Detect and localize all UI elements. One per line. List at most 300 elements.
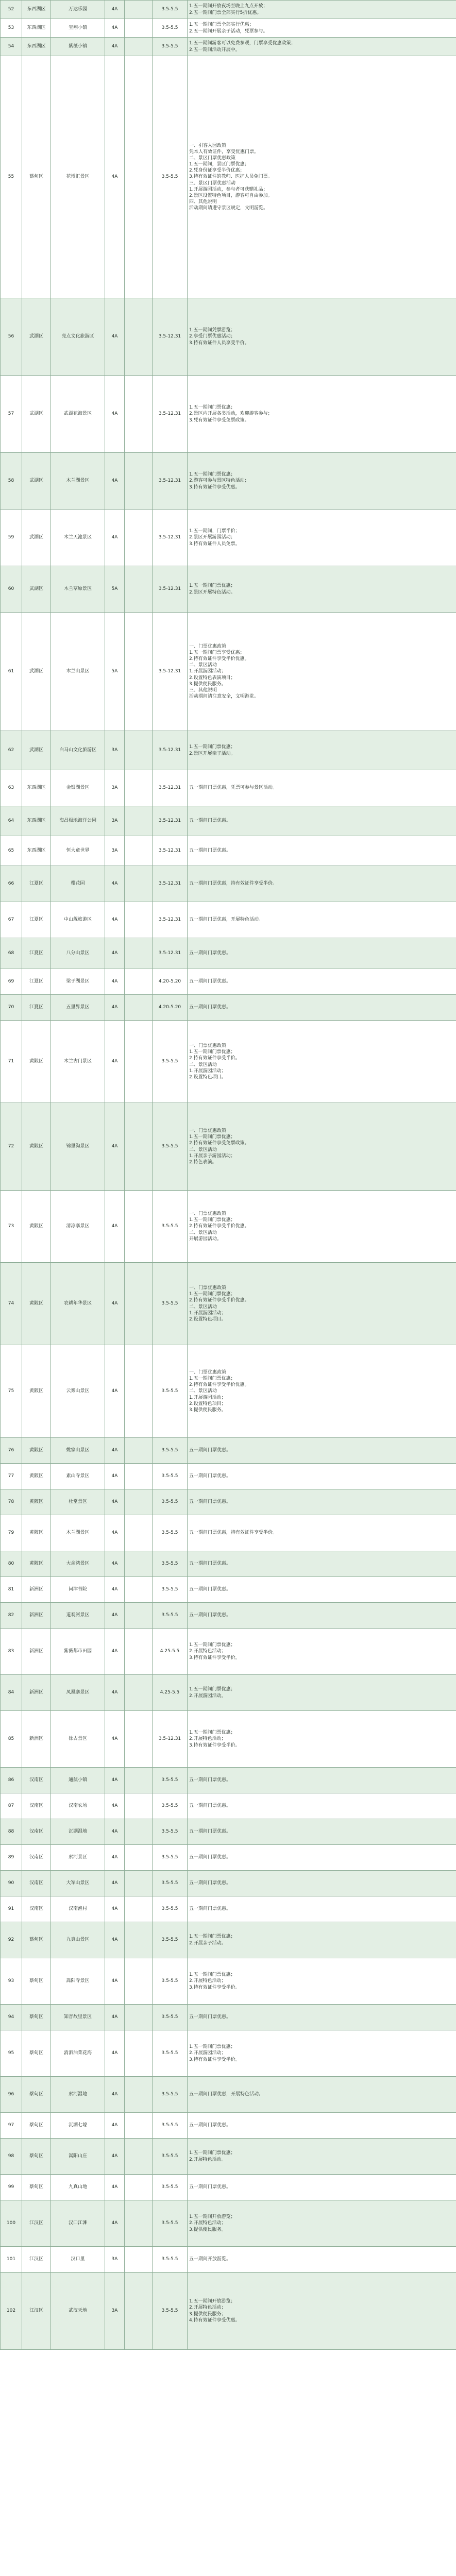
date-range-cell: 3.5-5.5 bbox=[153, 1819, 188, 1845]
row-number: 70 bbox=[1, 995, 22, 1021]
table-row bbox=[1, 1922, 456, 1958]
district-cell: 黄陂区 bbox=[22, 1464, 51, 1489]
row-number: 67 bbox=[1, 902, 22, 938]
district-cell: 江夏区 bbox=[22, 902, 51, 938]
table-row bbox=[1, 1263, 456, 1345]
district-cell: 江夏区 bbox=[22, 938, 51, 969]
row-number: 57 bbox=[1, 376, 22, 453]
level-cell: 4A bbox=[105, 376, 125, 453]
table-row bbox=[1, 1464, 456, 1489]
type-cell bbox=[125, 2247, 153, 2273]
table-row bbox=[1, 2175, 456, 2200]
policy-detail-cell: 五一期间门票优惠。 bbox=[188, 1819, 456, 1845]
row-number: 76 bbox=[1, 1438, 22, 1464]
district-cell: 蔡甸区 bbox=[22, 2005, 51, 2030]
scenic-name-cell: 大军山景区 bbox=[51, 1871, 105, 1896]
table-row bbox=[1, 770, 456, 806]
date-range-cell: 4.25-5.5 bbox=[153, 1629, 188, 1675]
scenic-name-cell: 樱花园 bbox=[51, 866, 105, 902]
row-number: 94 bbox=[1, 2005, 22, 2030]
table-row bbox=[1, 298, 456, 376]
policy-detail-cell: 五一期间门票优惠。 bbox=[188, 806, 456, 836]
district-cell: 汉南区 bbox=[22, 1819, 51, 1845]
scenic-name-cell: 嵩阳山庄 bbox=[51, 2139, 105, 2175]
type-cell bbox=[125, 1711, 153, 1768]
scenic-name-cell: 姚家山景区 bbox=[51, 1438, 105, 1464]
table-row bbox=[1, 1871, 456, 1896]
level-cell: 4A bbox=[105, 2113, 125, 2139]
date-range-cell: 3.5-5.5 bbox=[153, 2273, 188, 2350]
date-range-cell: 3.5-5.5 bbox=[153, 1438, 188, 1464]
table-row bbox=[1, 1103, 456, 1191]
level-cell: 4A bbox=[105, 1871, 125, 1896]
policy-detail-cell: 一、门票优惠政策 1.五一期间门票优惠； 2.持有效证件享受免票政策。 二、景区活动 1.开展亲子游园活动； 2.特色表演。 bbox=[188, 1103, 456, 1191]
scenic-name-cell: 知音故里景区 bbox=[51, 2005, 105, 2030]
type-cell bbox=[125, 1958, 153, 2005]
scenic-name-cell: 索河湿地 bbox=[51, 2077, 105, 2113]
type-cell bbox=[125, 1629, 153, 1675]
district-cell: 汉南区 bbox=[22, 1768, 51, 1793]
type-cell bbox=[125, 1871, 153, 1896]
level-cell: 5A bbox=[105, 613, 125, 731]
district-cell: 武湖区 bbox=[22, 566, 51, 613]
policy-detail-cell: 五一期间门票优惠。 bbox=[188, 1438, 456, 1464]
district-cell: 东西湖区 bbox=[22, 770, 51, 806]
date-range-cell: 3.5-5.5 bbox=[153, 1922, 188, 1958]
scenic-name-cell: 武汉天地 bbox=[51, 2273, 105, 2350]
date-range-cell: 4.20-5.20 bbox=[153, 995, 188, 1021]
table-row bbox=[1, 566, 456, 613]
policy-detail-cell: 五一期间门票优惠，凭票可参与景区活动。 bbox=[188, 770, 456, 806]
district-cell: 东西湖区 bbox=[22, 806, 51, 836]
policy-detail-cell: 五一期间门票优惠。 bbox=[188, 1464, 456, 1489]
table-row bbox=[1, 731, 456, 770]
district-cell: 汉南区 bbox=[22, 1871, 51, 1896]
row-number: 60 bbox=[1, 566, 22, 613]
level-cell: 3A bbox=[105, 731, 125, 770]
policy-detail-cell: 一、门票优惠政策 1.五一期间门票享受优惠； 2.持有效证件享受半价优惠。 二、景区活动 1.开展游园活动； 2.设置特色表演项目； 3.提供便民服务。 三、其他说明 活动期间请注意安全，文明游览。 bbox=[188, 613, 456, 731]
type-cell bbox=[125, 2077, 153, 2113]
scenic-name-cell: 九真山地 bbox=[51, 2175, 105, 2200]
date-range-cell: 3.5-12.31 bbox=[153, 613, 188, 731]
type-cell bbox=[125, 1438, 153, 1464]
type-cell bbox=[125, 1, 153, 19]
level-cell: 4A bbox=[105, 1577, 125, 1603]
type-cell bbox=[125, 453, 153, 510]
policy-detail-cell: 1.五一期间门票优惠； 2.景区开展亲子活动。 bbox=[188, 731, 456, 770]
district-cell: 黄陂区 bbox=[22, 1345, 51, 1438]
table-row bbox=[1, 1345, 456, 1438]
scenic-name-cell: 宝翔小镇 bbox=[51, 19, 105, 38]
type-cell bbox=[125, 2113, 153, 2139]
type-cell bbox=[125, 836, 153, 866]
policy-detail-cell: 五一期间开放游览。 bbox=[188, 2247, 456, 2273]
table-row bbox=[1, 2113, 456, 2139]
level-cell: 4A bbox=[105, 1464, 125, 1489]
scenic-name-cell: 紫薇小镇 bbox=[51, 38, 105, 56]
table-row bbox=[1, 1515, 456, 1551]
scenic-name-cell: 木兰湖景区 bbox=[51, 453, 105, 510]
scenic-name-cell: 五里界景区 bbox=[51, 995, 105, 1021]
type-cell bbox=[125, 613, 153, 731]
date-range-cell: 3.5-5.5 bbox=[153, 1896, 188, 1922]
scenic-name-cell: 锦里沟景区 bbox=[51, 1103, 105, 1191]
district-cell: 新洲区 bbox=[22, 1603, 51, 1629]
scenic-name-cell: 农耕年华景区 bbox=[51, 1263, 105, 1345]
policy-detail-cell: 五一期间门票优惠。 bbox=[188, 2005, 456, 2030]
date-range-cell: 3.5-5.5 bbox=[153, 2077, 188, 2113]
scenic-name-cell: 徐古景区 bbox=[51, 1711, 105, 1768]
policy-detail-cell: 五一期间门票优惠。 bbox=[188, 1603, 456, 1629]
date-range-cell: 3.5-5.5 bbox=[153, 1345, 188, 1438]
level-cell: 4A bbox=[105, 1711, 125, 1768]
row-number: 91 bbox=[1, 1896, 22, 1922]
table-row bbox=[1, 1, 456, 19]
date-range-cell: 3.5-12.31 bbox=[153, 376, 188, 453]
date-range-cell: 4.25-5.5 bbox=[153, 1675, 188, 1711]
row-number: 78 bbox=[1, 1489, 22, 1515]
row-number: 97 bbox=[1, 2113, 22, 2139]
table-row bbox=[1, 969, 456, 995]
row-number: 93 bbox=[1, 1958, 22, 2005]
district-cell: 东西湖区 bbox=[22, 19, 51, 38]
row-number: 74 bbox=[1, 1263, 22, 1345]
date-range-cell: 3.5-5.5 bbox=[153, 1577, 188, 1603]
policy-detail-cell: 五一期间门票优惠。 bbox=[188, 1845, 456, 1871]
type-cell bbox=[125, 1896, 153, 1922]
date-range-cell: 3.5-5.5 bbox=[153, 1958, 188, 2005]
type-cell bbox=[125, 1191, 153, 1263]
level-cell: 4A bbox=[105, 1845, 125, 1871]
district-cell: 东西湖区 bbox=[22, 836, 51, 866]
type-cell bbox=[125, 298, 153, 376]
district-cell: 蔡甸区 bbox=[22, 2175, 51, 2200]
date-range-cell: 3.5-12.31 bbox=[153, 1711, 188, 1768]
type-cell bbox=[125, 1103, 153, 1191]
row-number: 90 bbox=[1, 1871, 22, 1896]
policy-detail-cell: 五一期间门票优惠，持有效证件享受半价。 bbox=[188, 1515, 456, 1551]
policy-detail-cell: 1.五一期间开放游览； 2.开展特色活动； 3.提供便民服务； 4.持有效证件享受优惠。 bbox=[188, 2273, 456, 2350]
district-cell: 江夏区 bbox=[22, 866, 51, 902]
district-cell: 蔡甸区 bbox=[22, 1922, 51, 1958]
date-range-cell: 3.5-5.5 bbox=[153, 2005, 188, 2030]
row-number: 55 bbox=[1, 56, 22, 298]
type-cell bbox=[125, 2139, 153, 2175]
type-cell bbox=[125, 566, 153, 613]
type-cell bbox=[125, 1551, 153, 1577]
level-cell: 4A bbox=[105, 1103, 125, 1191]
row-number: 69 bbox=[1, 969, 22, 995]
type-cell bbox=[125, 56, 153, 298]
type-cell bbox=[125, 38, 153, 56]
row-number: 83 bbox=[1, 1629, 22, 1675]
type-cell bbox=[125, 2273, 153, 2350]
row-number: 100 bbox=[1, 2200, 22, 2247]
type-cell bbox=[125, 1819, 153, 1845]
row-number: 102 bbox=[1, 2273, 22, 2350]
date-range-cell: 3.5-5.5 bbox=[153, 1464, 188, 1489]
level-cell: 4A bbox=[105, 453, 125, 510]
table-row bbox=[1, 510, 456, 566]
row-number: 53 bbox=[1, 19, 22, 38]
table-row bbox=[1, 1021, 456, 1103]
level-cell: 4A bbox=[105, 2030, 125, 2077]
scenic-name-cell: 恒大童世界 bbox=[51, 836, 105, 866]
level-cell: 4A bbox=[105, 298, 125, 376]
policy-detail-cell: 五一期间门票优惠。 bbox=[188, 1551, 456, 1577]
scenic-name-cell: 紫薇都市田园 bbox=[51, 1629, 105, 1675]
scenic-name-cell: 索河景区 bbox=[51, 1845, 105, 1871]
type-cell bbox=[125, 2200, 153, 2247]
level-cell: 4A bbox=[105, 1345, 125, 1438]
table-row bbox=[1, 2273, 456, 2350]
level-cell: 4A bbox=[105, 510, 125, 566]
policy-detail-cell: 五一期间门票优惠。 bbox=[188, 995, 456, 1021]
type-cell bbox=[125, 969, 153, 995]
table-row bbox=[1, 1489, 456, 1515]
district-cell: 武湖区 bbox=[22, 510, 51, 566]
level-cell: 4A bbox=[105, 38, 125, 56]
table-row bbox=[1, 1675, 456, 1711]
row-number: 58 bbox=[1, 453, 22, 510]
level-cell: 4A bbox=[105, 2139, 125, 2175]
type-cell bbox=[125, 1675, 153, 1711]
date-range-cell: 3.5-12.31 bbox=[153, 453, 188, 510]
policy-detail-cell: 1.五一期间门票优惠； 2.开展亲子活动。 bbox=[188, 1922, 456, 1958]
district-cell: 黄陂区 bbox=[22, 1191, 51, 1263]
row-number: 101 bbox=[1, 2247, 22, 2273]
district-cell: 黄陂区 bbox=[22, 1515, 51, 1551]
policy-detail-cell: 五一期间门票优惠。 bbox=[188, 1489, 456, 1515]
level-cell: 4A bbox=[105, 938, 125, 969]
date-range-cell: 3.5-5.5 bbox=[153, 1263, 188, 1345]
date-range-cell: 3.5-12.31 bbox=[153, 938, 188, 969]
table-row bbox=[1, 1191, 456, 1263]
row-number: 64 bbox=[1, 806, 22, 836]
type-cell bbox=[125, 510, 153, 566]
level-cell: 4A bbox=[105, 1551, 125, 1577]
policy-detail-cell: 1.五一期间门票全部实行优惠； 2.五一期间开展亲子活动，凭票参与。 bbox=[188, 19, 456, 38]
date-range-cell: 3.5-12.31 bbox=[153, 902, 188, 938]
row-number: 85 bbox=[1, 1711, 22, 1768]
level-cell: 4A bbox=[105, 1629, 125, 1675]
date-range-cell: 3.5-5.5 bbox=[153, 1021, 188, 1103]
level-cell: 4A bbox=[105, 1, 125, 19]
policy-detail-cell: 五一期间门票优惠，持有效证件享受半价。 bbox=[188, 866, 456, 902]
date-range-cell: 3.5-12.31 bbox=[153, 298, 188, 376]
district-cell: 江汉区 bbox=[22, 2273, 51, 2350]
level-cell: 4A bbox=[105, 2175, 125, 2200]
row-number: 79 bbox=[1, 1515, 22, 1551]
table-row bbox=[1, 1711, 456, 1768]
level-cell: 3A bbox=[105, 2247, 125, 2273]
level-cell: 4A bbox=[105, 1819, 125, 1845]
type-cell bbox=[125, 1845, 153, 1871]
level-cell: 3A bbox=[105, 836, 125, 866]
table-row bbox=[1, 19, 456, 38]
row-number: 87 bbox=[1, 1793, 22, 1819]
scenic-name-cell: 凤凰寨景区 bbox=[51, 1675, 105, 1711]
level-cell: 3A bbox=[105, 2273, 125, 2350]
level-cell: 4A bbox=[105, 1768, 125, 1793]
scenic-name-cell: 白马山文化旅游区 bbox=[51, 731, 105, 770]
policy-detail-cell: 五一期间门票优惠。 bbox=[188, 2113, 456, 2139]
row-number: 73 bbox=[1, 1191, 22, 1263]
type-cell bbox=[125, 1768, 153, 1793]
table-row bbox=[1, 806, 456, 836]
type-cell bbox=[125, 1263, 153, 1345]
policy-detail-cell: 五一期间门票优惠。 bbox=[188, 2175, 456, 2200]
type-cell bbox=[125, 902, 153, 938]
table-row bbox=[1, 866, 456, 902]
scenic-name-cell: 木兰山景区 bbox=[51, 613, 105, 731]
scenic-name-cell: 通航小镇 bbox=[51, 1768, 105, 1793]
level-cell: 4A bbox=[105, 1793, 125, 1819]
type-cell bbox=[125, 1922, 153, 1958]
row-number: 66 bbox=[1, 866, 22, 902]
district-cell: 黄陂区 bbox=[22, 1489, 51, 1515]
policy-detail-cell: 1.五一期间门票优惠； 2.开展特色活动。 bbox=[188, 2139, 456, 2175]
table-row bbox=[1, 1577, 456, 1603]
date-range-cell: 3.5-12.31 bbox=[153, 770, 188, 806]
type-cell bbox=[125, 866, 153, 902]
date-range-cell: 3.5-12.31 bbox=[153, 731, 188, 770]
district-cell: 新洲区 bbox=[22, 1675, 51, 1711]
table-row bbox=[1, 1896, 456, 1922]
type-cell bbox=[125, 731, 153, 770]
policy-detail-cell: 五一期间门票优惠。 bbox=[188, 1793, 456, 1819]
row-number: 81 bbox=[1, 1577, 22, 1603]
scenic-name-cell: 中山舰旅游区 bbox=[51, 902, 105, 938]
type-cell bbox=[125, 19, 153, 38]
scenic-name-cell: 金银湖景区 bbox=[51, 770, 105, 806]
type-cell bbox=[125, 806, 153, 836]
row-number: 96 bbox=[1, 2077, 22, 2113]
row-number: 98 bbox=[1, 2139, 22, 2175]
table-row bbox=[1, 2077, 456, 2113]
type-cell bbox=[125, 2175, 153, 2200]
district-cell: 黄陂区 bbox=[22, 1021, 51, 1103]
policy-detail-cell: 1.五一期间门票优惠； 2.开展特色活动； 3.持有效证件享受半价。 bbox=[188, 1629, 456, 1675]
policy-detail-cell: 1.五一期间游客可以免费参观，门票享受优惠政策； 2.五一期间活动开展中。 bbox=[188, 38, 456, 56]
scenic-name-cell: 武湖花海景区 bbox=[51, 376, 105, 453]
table-body bbox=[1, 1, 456, 2350]
date-range-cell: 3.5-5.5 bbox=[153, 1551, 188, 1577]
scenic-name-cell: 木兰草原景区 bbox=[51, 566, 105, 613]
type-cell bbox=[125, 770, 153, 806]
type-cell bbox=[125, 1345, 153, 1438]
row-number: 80 bbox=[1, 1551, 22, 1577]
table-row bbox=[1, 1768, 456, 1793]
policy-detail-cell: 一、门票优惠政策 1.五一期间门票优惠； 2.持有效证件享受半价优惠。 二、景区活动 1.开展游园活动； 2.设置特色项目； 3.提供便民服务。 bbox=[188, 1345, 456, 1438]
district-cell: 江夏区 bbox=[22, 995, 51, 1021]
type-cell bbox=[125, 1464, 153, 1489]
date-range-cell: 3.5-12.31 bbox=[153, 866, 188, 902]
table-row bbox=[1, 938, 456, 969]
row-number: 68 bbox=[1, 938, 22, 969]
scenic-name-cell: 汉口里 bbox=[51, 2247, 105, 2273]
table-row bbox=[1, 1958, 456, 2005]
policy-detail-cell: 五一期间门票优惠。 bbox=[188, 836, 456, 866]
type-cell bbox=[125, 1793, 153, 1819]
level-cell: 4A bbox=[105, 2200, 125, 2247]
level-cell: 3A bbox=[105, 806, 125, 836]
scenic-name-cell: 问津书院 bbox=[51, 1577, 105, 1603]
level-cell: 4A bbox=[105, 1191, 125, 1263]
scenic-name-cell: 汉口江滩 bbox=[51, 2200, 105, 2247]
date-range-cell: 3.5-5.5 bbox=[153, 1871, 188, 1896]
date-range-cell: 3.5-5.5 bbox=[153, 1515, 188, 1551]
scenic-name-cell: 九真山景区 bbox=[51, 1922, 105, 1958]
date-range-cell: 3.5-5.5 bbox=[153, 38, 188, 56]
table-row bbox=[1, 453, 456, 510]
district-cell: 新洲区 bbox=[22, 1711, 51, 1768]
level-cell: 4A bbox=[105, 1489, 125, 1515]
table-row bbox=[1, 1629, 456, 1675]
district-cell: 蔡甸区 bbox=[22, 1958, 51, 2005]
table-row bbox=[1, 1819, 456, 1845]
scenic-name-cell: 海昌极地海洋公园 bbox=[51, 806, 105, 836]
table-row bbox=[1, 56, 456, 298]
district-cell: 蔡甸区 bbox=[22, 2077, 51, 2113]
level-cell: 4A bbox=[105, 1675, 125, 1711]
table-row bbox=[1, 902, 456, 938]
scenic-name-cell: 万达乐园 bbox=[51, 1, 105, 19]
date-range-cell: 3.5-5.5 bbox=[153, 1489, 188, 1515]
scenic-name-cell: 梁子湖景区 bbox=[51, 969, 105, 995]
level-cell: 4A bbox=[105, 1603, 125, 1629]
table-row bbox=[1, 995, 456, 1021]
scenic-name-cell: 嵩阳寺景区 bbox=[51, 1958, 105, 2005]
date-range-cell: 3.5-5.5 bbox=[153, 1845, 188, 1871]
row-number: 77 bbox=[1, 1464, 22, 1489]
policy-detail-cell: 一、引客入园政策 凭本人有效证件，享受优惠门票。 二、景区门票优惠政策 1.五一期间，景区门票优惠； 2.凭身份证享受半价优惠； 3.持有效证件的教师、医护人员免门票。 三、景区门票优惠活动 1.开展游园活动，参与者可获赠礼品； 2.景区设置特色项目，游客可自由参加。 四、其他说明 活动期间请遵守景区规定，文明游览。 bbox=[188, 56, 456, 298]
policy-detail-cell: 1.五一期间门票优惠； 2.开展游园活动。 bbox=[188, 1675, 456, 1711]
row-number: 99 bbox=[1, 2175, 22, 2200]
level-cell: 4A bbox=[105, 1263, 125, 1345]
policy-detail-cell: 1.五一期间门票优惠； 2.开展游园活动； 3.持有效证件享受半价。 bbox=[188, 2030, 456, 2077]
level-cell: 4A bbox=[105, 1021, 125, 1103]
policy-detail-cell: 五一期间门票优惠，开展特色活动。 bbox=[188, 2077, 456, 2113]
row-number: 84 bbox=[1, 1675, 22, 1711]
date-range-cell: 3.5-12.31 bbox=[153, 806, 188, 836]
type-cell bbox=[125, 2005, 153, 2030]
row-number: 62 bbox=[1, 731, 22, 770]
date-range-cell: 3.5-5.5 bbox=[153, 2175, 188, 2200]
district-cell: 武湖区 bbox=[22, 298, 51, 376]
policy-detail-cell: 一、门票优惠政策 1.五一期间门票优惠； 2.持有效证件享受半价。 二、景区活动 1.开展游园活动； 2.设置特色项目。 bbox=[188, 1021, 456, 1103]
row-number: 61 bbox=[1, 613, 22, 731]
table-row bbox=[1, 2200, 456, 2247]
district-cell: 武湖区 bbox=[22, 613, 51, 731]
scenic-name-cell: 木兰天池景区 bbox=[51, 510, 105, 566]
scenic-name-cell: 木兰湖景区 bbox=[51, 1515, 105, 1551]
scenic-name-cell: 云雾山景区 bbox=[51, 1345, 105, 1438]
row-number: 56 bbox=[1, 298, 22, 376]
date-range-cell: 3.5-5.5 bbox=[153, 19, 188, 38]
date-range-cell: 3.5-5.5 bbox=[153, 2113, 188, 2139]
policy-detail-cell: 1.五一期间门票优惠； 2.景区内开展各类活动，欢迎游客参与； 3.凭有效证件享受免票政策。 bbox=[188, 376, 456, 453]
table-row bbox=[1, 2005, 456, 2030]
level-cell: 4A bbox=[105, 1922, 125, 1958]
type-cell bbox=[125, 1489, 153, 1515]
type-cell bbox=[125, 1603, 153, 1629]
date-range-cell: 3.5-5.5 bbox=[153, 1768, 188, 1793]
row-number: 92 bbox=[1, 1922, 22, 1958]
policy-detail-cell: 1.五一期间，门票半价； 2.景区开展游园活动； 3.持有效证件人员免票。 bbox=[188, 510, 456, 566]
scenic-name-cell: 消泗油菜花海 bbox=[51, 2030, 105, 2077]
level-cell: 4A bbox=[105, 1515, 125, 1551]
